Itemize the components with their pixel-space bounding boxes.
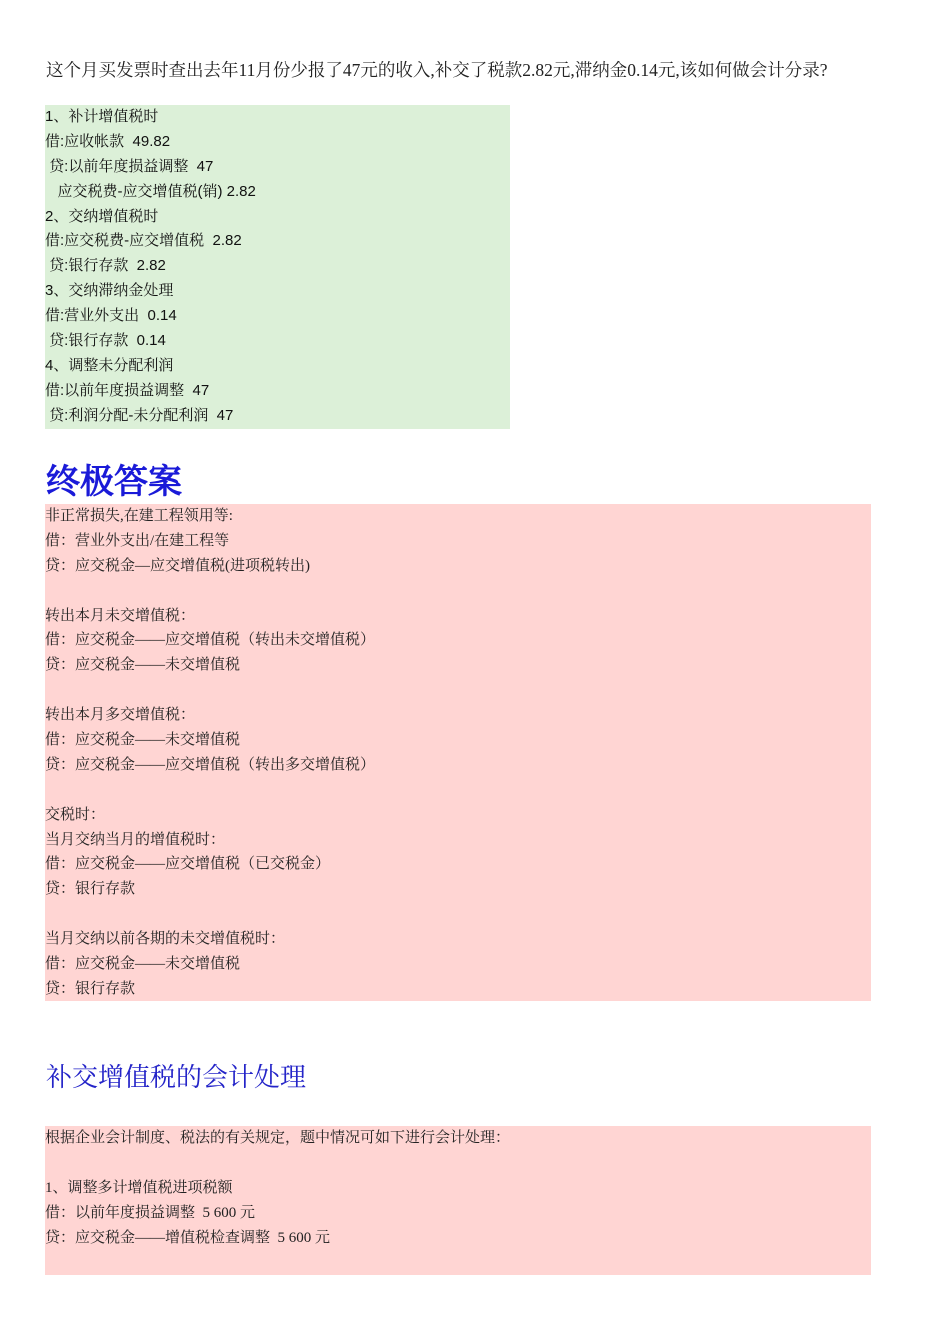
answer-line: 借:应交税费-应交增值税 2.82 — [45, 232, 242, 250]
content-line: 借：应交税金——未交增值税 — [45, 732, 241, 749]
content-line: 交税时： — [45, 806, 106, 823]
content-line: 当月交纳当月的增值税时： — [45, 831, 226, 848]
content-line: 转出本月多交增值税： — [45, 707, 196, 724]
answer-line: 应交税费-应交增值税(销) 2.82 — [45, 182, 256, 200]
answer-line: 2、交纳增值税时 — [45, 207, 159, 225]
content-line: 借：应交税金——未交增值税 — [45, 956, 241, 973]
content-line: 贷：银行存款 — [45, 980, 136, 997]
content-line: 贷：应交税金——应交增值税（转出多交增值税） — [45, 756, 376, 773]
content-line: 贷：应交税金—应交增值税(进项税转出) — [45, 557, 310, 574]
content-line: 根据企业会计制度、税法的有关规定，题中情况可如下进行会计处理： — [45, 1130, 511, 1146]
content-line — [45, 902, 871, 927]
final-answer-box — [45, 504, 871, 1001]
section-title-vat-accounting: 补交增值税的会计处理 — [46, 1063, 307, 1093]
content-line: 贷：应交税金——增值税检查调整 5 600 元 — [45, 1229, 331, 1246]
content-line — [45, 579, 871, 604]
content-line — [45, 778, 871, 803]
content-line: 借：以前年度损益调整 5 600 元 — [45, 1204, 256, 1221]
answer-line: 3、交纳滞纳金处理 — [45, 282, 174, 300]
answer-line: 4、调整未分配利润 — [45, 356, 174, 374]
answer-line: 1、补计增值税时 — [45, 108, 159, 125]
question-text: 这个月买发票时查出去年11月份少报了47元的收入,补交了税款2.82元,滞纳金0.14元,该如何做会计分录? — [46, 60, 828, 80]
answer-line: 借:应收帐款 49.82 — [45, 132, 171, 150]
content-line: 非正常损失,在建工程领用等: — [45, 508, 233, 524]
answer-line: 贷:银行存款 0.14 — [45, 332, 166, 350]
content-line: 当月交纳以前各期的未交增值税时： — [45, 931, 286, 948]
answer-line: 借:营业外支出 0.14 — [45, 307, 177, 325]
answer-line: 贷:以前年度损益调整 47 — [45, 157, 214, 175]
answer-line: 借:以前年度损益调整 47 — [45, 381, 210, 399]
content-line: 1、调整多计增值税进项税额 — [45, 1179, 233, 1196]
answer-line: 贷:银行存款 2.82 — [45, 257, 166, 275]
vat-accounting-box — [45, 1126, 871, 1275]
answer-box — [45, 105, 510, 429]
content-line — [45, 1151, 871, 1176]
content-line: 借：营业外支出/在建工程等 — [45, 532, 230, 549]
content-line — [45, 678, 871, 703]
content-line: 转出本月未交增值税： — [45, 607, 196, 624]
content-line: 贷：银行存款 — [45, 881, 136, 898]
content-line: 借：应交税金——应交增值税（已交税金） — [45, 856, 331, 873]
answer-line: 贷:利润分配-未分配利润 47 — [45, 406, 234, 424]
section-title-final-answer: 终极答案 — [46, 462, 182, 502]
content-line: 借：应交税金——应交增值税（转出未交增值税） — [45, 632, 376, 649]
content-line: 贷：应交税金——未交增值税 — [45, 657, 241, 674]
